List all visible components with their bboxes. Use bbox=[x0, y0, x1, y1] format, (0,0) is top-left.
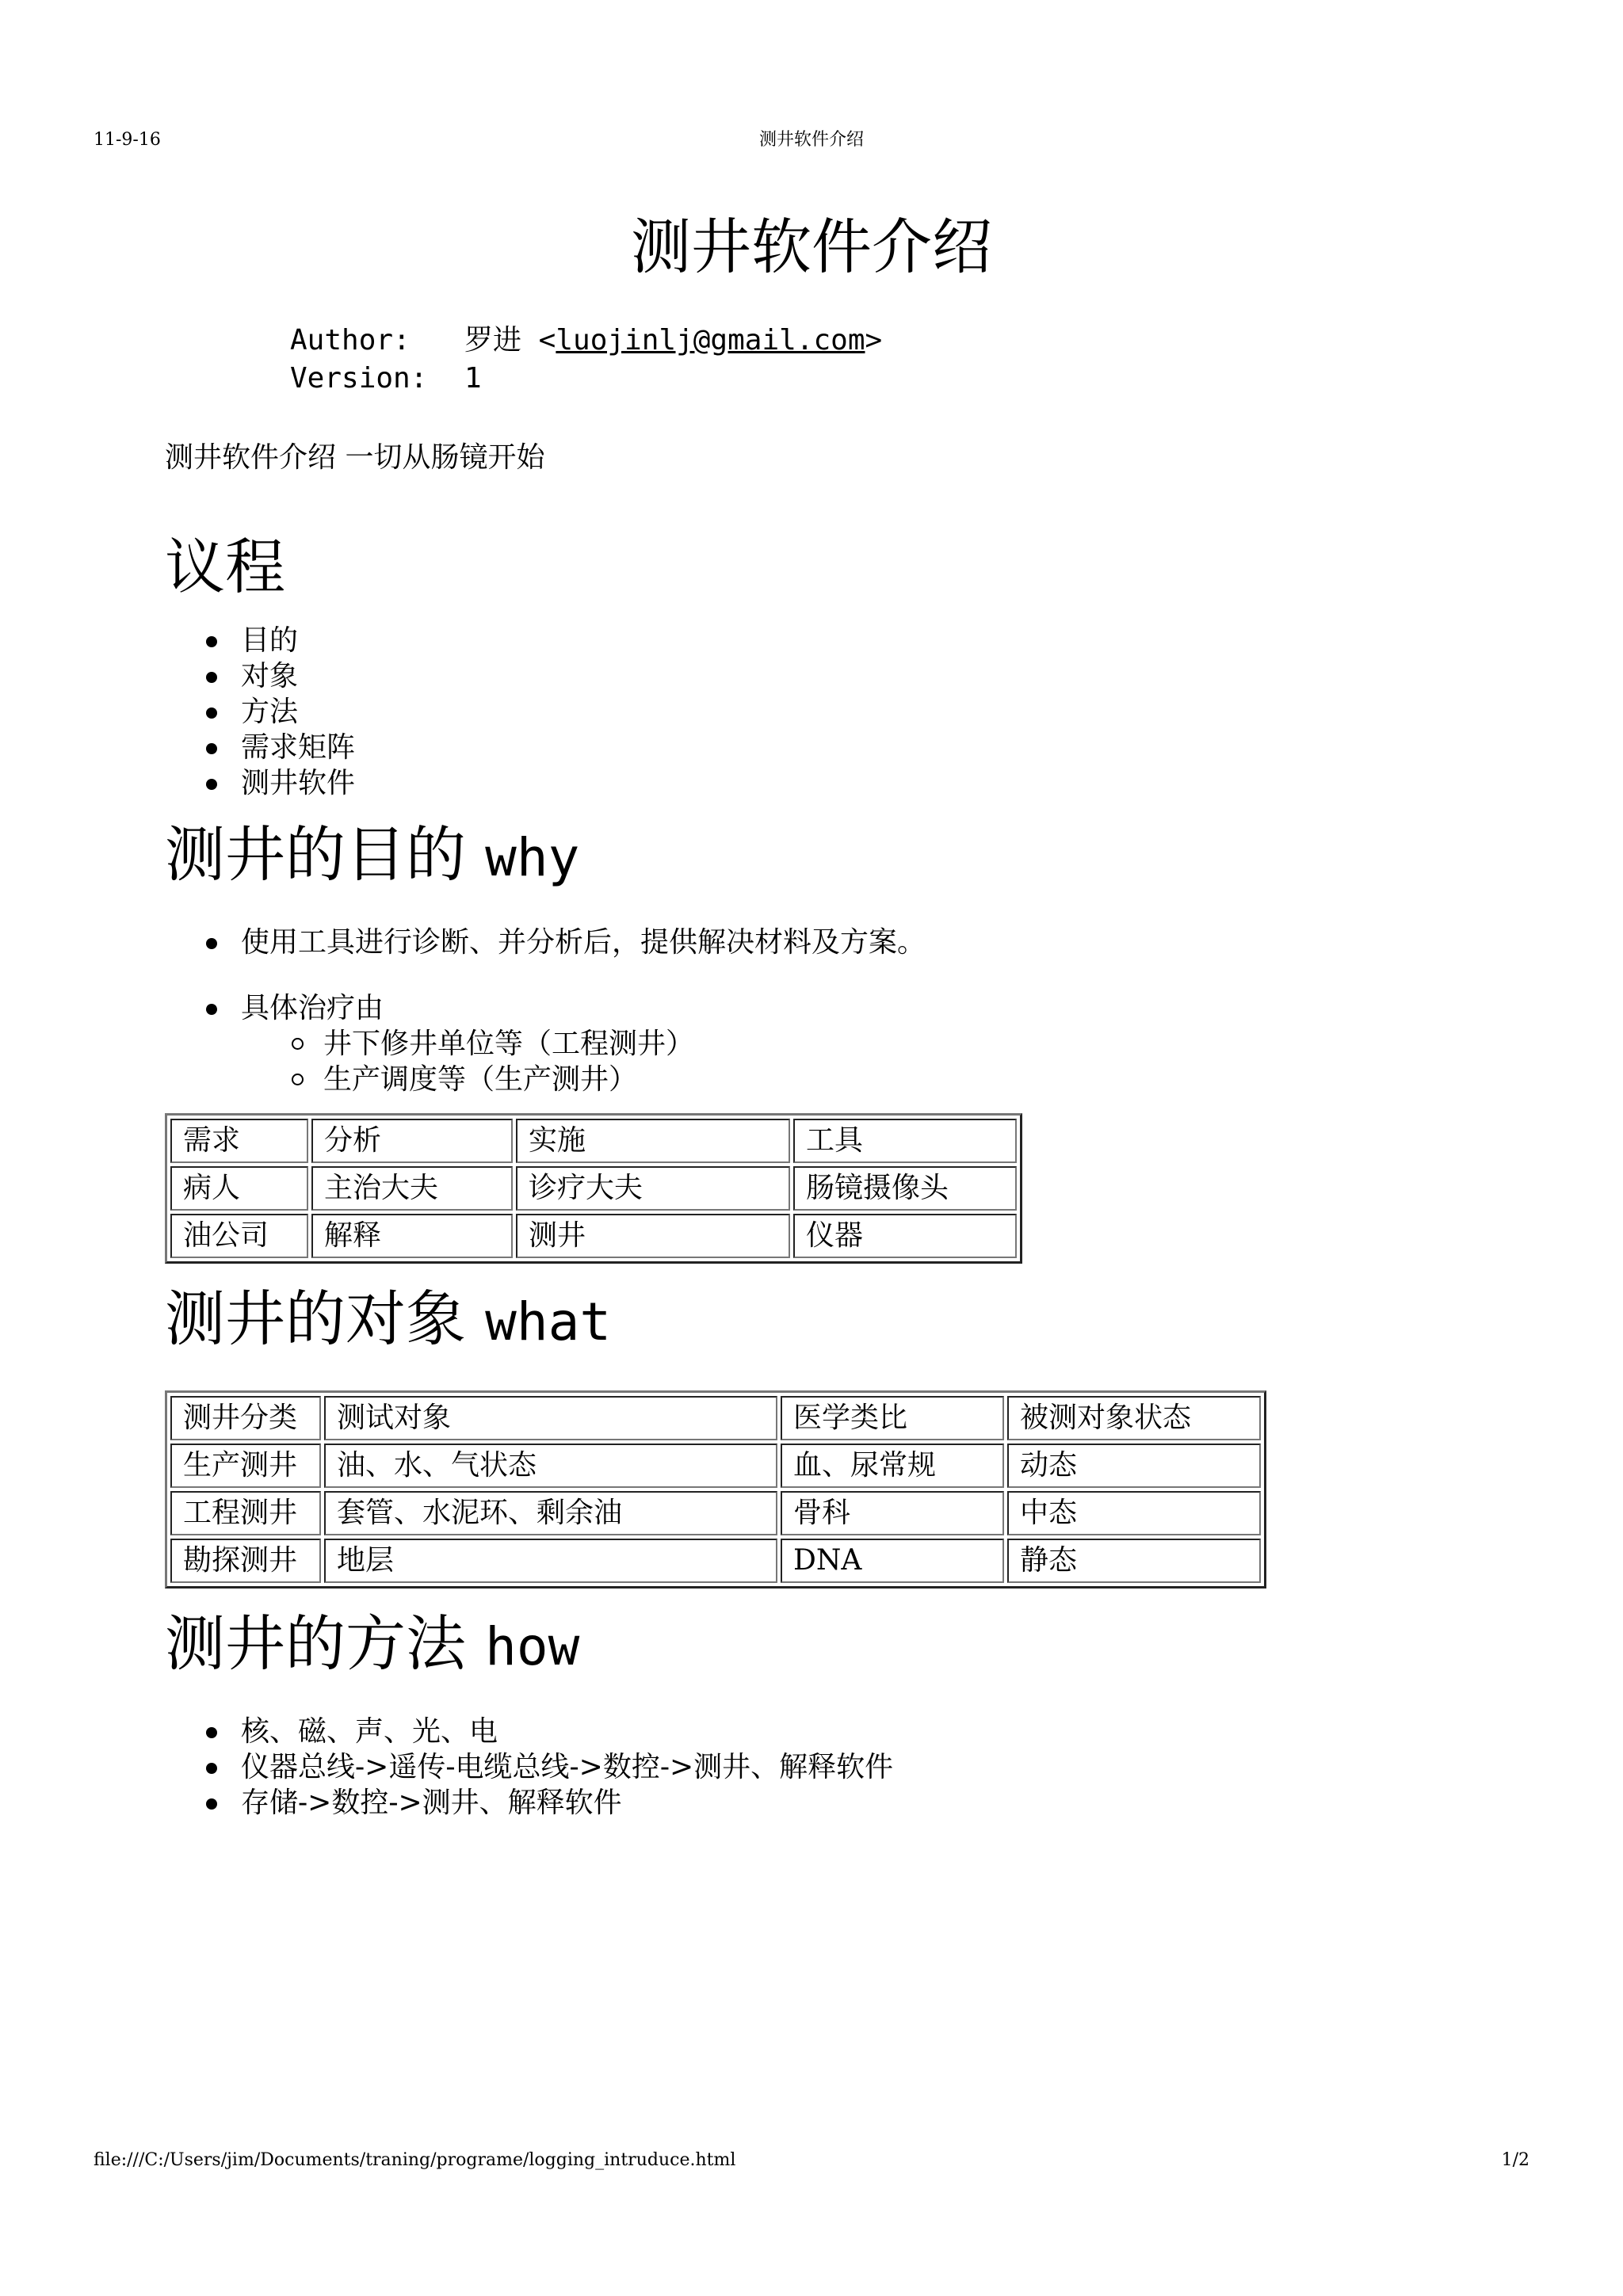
why-sub-item: 井下修井单位等（工程测井） bbox=[323, 1026, 1528, 1062]
agenda-item: 方法 bbox=[241, 694, 1528, 730]
how-heading bbox=[165, 1606, 1528, 1685]
how-heading-en: how bbox=[485, 1616, 580, 1677]
table-cell: 诊疗大夫 bbox=[516, 1166, 790, 1211]
why-sub-list bbox=[165, 1026, 1528, 1097]
why-bullet bbox=[241, 990, 1528, 1026]
why-list bbox=[165, 925, 1528, 1026]
intro-paragraph: 测井软件介绍 一切从肠镜开始 bbox=[165, 441, 545, 474]
document-meta bbox=[290, 322, 1528, 398]
table-cell: 动态 bbox=[1007, 1444, 1261, 1488]
table-cell: 生产测井 bbox=[170, 1444, 321, 1488]
table-cell: 解释 bbox=[311, 1214, 513, 1258]
table-cell: 血、尿常规 bbox=[781, 1444, 1004, 1488]
why-sub-item: 生产调度等（生产测井） bbox=[323, 1062, 1528, 1097]
document-body bbox=[165, 208, 1528, 1821]
why-bullet-text: 具体治疗由 bbox=[241, 992, 384, 1024]
table-cell: 油公司 bbox=[170, 1214, 308, 1258]
how-item: 存储->数控->测井、解释软件 bbox=[241, 1785, 1528, 1821]
agenda-list bbox=[165, 623, 1528, 801]
agenda-item: 需求矩阵 bbox=[241, 730, 1528, 765]
agenda-item: 对象 bbox=[241, 658, 1528, 694]
table-cell: 骨科 bbox=[781, 1491, 1004, 1535]
how-item: 仪器总线->遥传-电缆总线->数控->测井、解释软件 bbox=[241, 1749, 1528, 1785]
table-cell: 分析 bbox=[311, 1119, 513, 1163]
table-cell: 中态 bbox=[1007, 1491, 1261, 1535]
table-cell: 医学类比 bbox=[781, 1396, 1004, 1440]
table-cell: 病人 bbox=[170, 1166, 308, 1211]
table-row bbox=[170, 1396, 1261, 1440]
table-row bbox=[170, 1444, 1261, 1488]
what-table bbox=[165, 1390, 1266, 1589]
table-cell: 测井分类 bbox=[170, 1396, 321, 1440]
table-cell: 需求 bbox=[170, 1119, 308, 1163]
table-cell: 主治大夫 bbox=[311, 1166, 513, 1211]
table-row bbox=[170, 1539, 1261, 1583]
author-email-link[interactable]: luojinlj@gmail.com bbox=[556, 324, 865, 357]
table-cell: 工程测井 bbox=[170, 1491, 321, 1535]
how-heading-cn: 测井的方法 bbox=[165, 1608, 466, 1679]
agenda-heading: 议程 bbox=[165, 532, 285, 602]
print-date: 11-9-16 bbox=[94, 130, 161, 150]
author-name: 罗进 < bbox=[464, 324, 556, 357]
agenda-item: 测井软件 bbox=[241, 765, 1528, 801]
table-cell: 勘探测井 bbox=[170, 1539, 321, 1583]
author-label: Author: bbox=[290, 324, 411, 357]
version-row bbox=[290, 360, 1528, 398]
table-cell: 油、水、气状态 bbox=[324, 1444, 777, 1488]
how-list bbox=[165, 1714, 1528, 1821]
what-heading bbox=[165, 1281, 1528, 1360]
author-value bbox=[464, 322, 882, 360]
author-row bbox=[290, 322, 1528, 360]
table-cell: 测试对象 bbox=[324, 1396, 777, 1440]
why-heading-en: why bbox=[485, 827, 580, 888]
why-table bbox=[165, 1113, 1022, 1264]
table-cell: 仪器 bbox=[793, 1214, 1017, 1258]
why-heading-cn: 测井的目的 bbox=[165, 819, 466, 890]
table-cell: 肠镜摄像头 bbox=[793, 1166, 1017, 1211]
what-heading-en: what bbox=[485, 1291, 612, 1352]
table-row bbox=[170, 1491, 1261, 1535]
version-label: Version: bbox=[290, 362, 428, 395]
version-value: 1 bbox=[464, 362, 482, 395]
table-row bbox=[170, 1166, 1017, 1211]
table-cell: 测井 bbox=[516, 1214, 790, 1258]
table-cell: 工具 bbox=[793, 1119, 1017, 1163]
table-cell: 实施 bbox=[516, 1119, 790, 1163]
why-heading bbox=[165, 817, 1528, 896]
author-bracket: > bbox=[865, 324, 883, 357]
table-row bbox=[170, 1214, 1017, 1258]
table-cell: 地层 bbox=[324, 1539, 777, 1583]
why-bullet: 使用工具进行诊断、并分析后，提供解决材料及方案。 bbox=[241, 925, 1528, 960]
what-heading-cn: 测井的对象 bbox=[165, 1283, 466, 1354]
table-cell: 静态 bbox=[1007, 1539, 1261, 1583]
table-cell: 被测对象状态 bbox=[1007, 1396, 1261, 1440]
table-cell: DNA bbox=[781, 1539, 1004, 1583]
table-row bbox=[170, 1119, 1017, 1163]
agenda-item: 目的 bbox=[241, 623, 1528, 658]
print-title: 测井软件介绍 bbox=[758, 130, 864, 150]
file-path: file:///C:/Users/jim/Documents/traning/programe/logging_intruduce.html bbox=[94, 2150, 736, 2170]
how-item: 核、磁、声、光、电 bbox=[241, 1714, 1528, 1749]
page-number: 1/2 bbox=[1501, 2150, 1529, 2170]
table-cell: 套管、水泥环、剩余油 bbox=[324, 1491, 777, 1535]
document-title: 测井软件介绍 bbox=[631, 212, 992, 282]
